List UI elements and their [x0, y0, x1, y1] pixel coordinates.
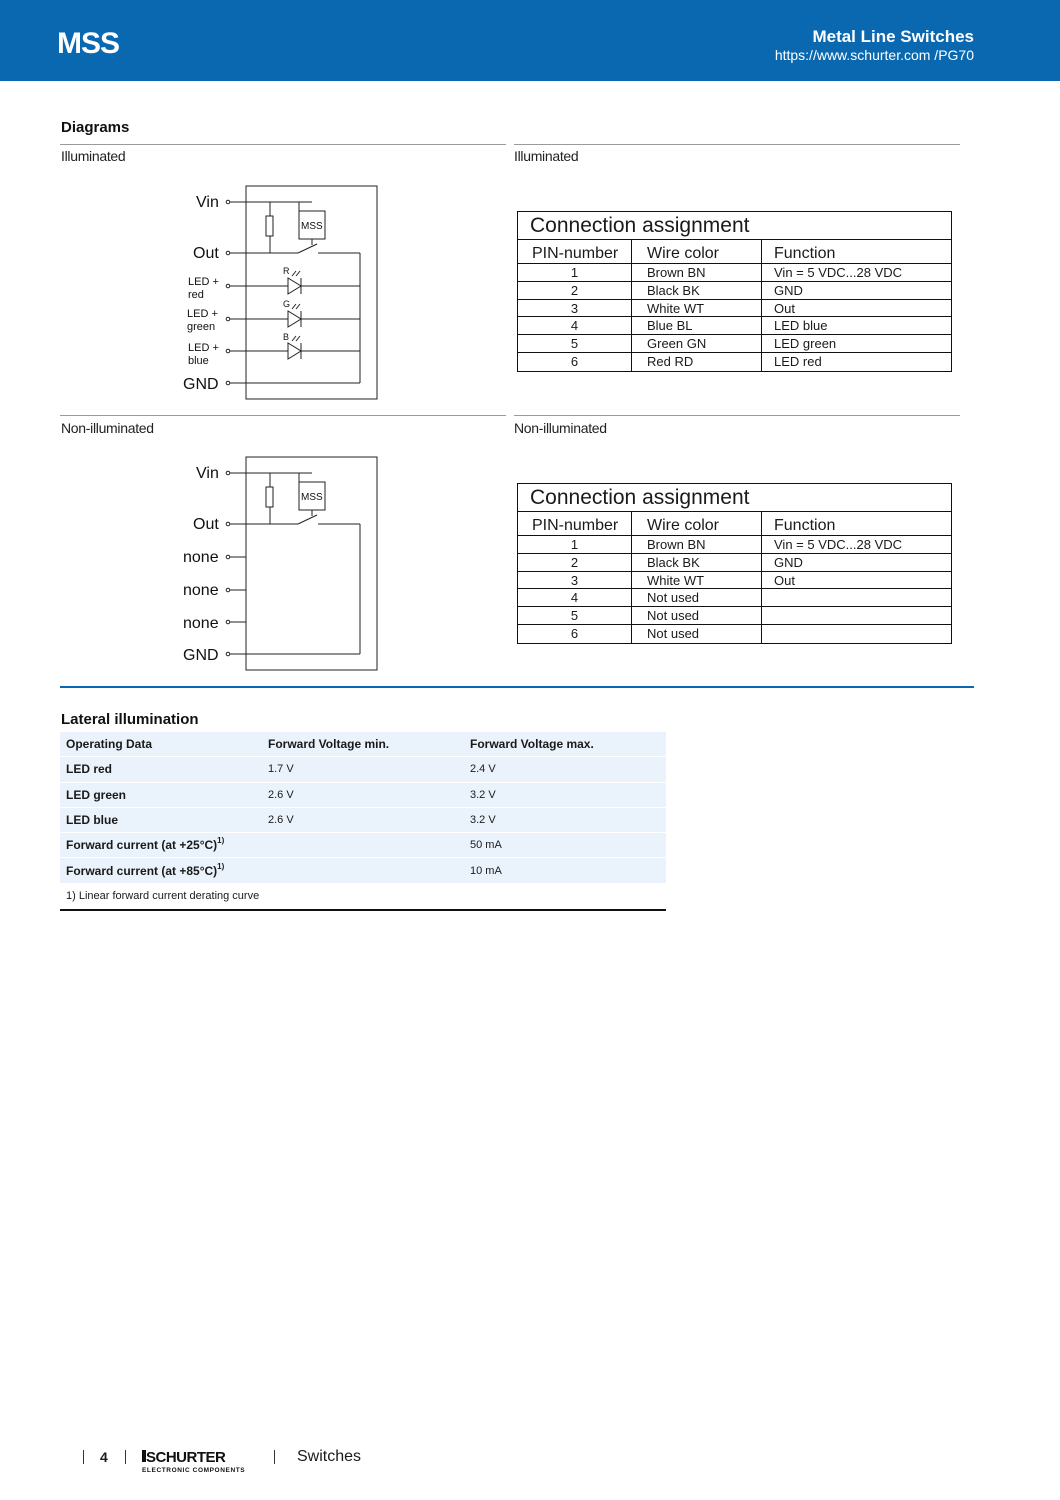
footnote-mark: 1) [217, 836, 225, 846]
schurter-logo [142, 1448, 262, 1474]
table-row [518, 300, 951, 318]
table-cell: Brown BN [632, 264, 762, 281]
terminal-label: blue [188, 355, 209, 367]
led-letter: B [283, 332, 290, 342]
header-cell: Forward Voltage max. [470, 737, 594, 752]
table-row [518, 572, 951, 590]
table-cell [60, 838, 262, 852]
table-cell: 5 [518, 607, 632, 624]
table-cell: Not used [632, 589, 762, 606]
table-header-row [518, 240, 951, 264]
header-cell: PIN-number [518, 512, 632, 535]
page-footer [0, 1440, 1060, 1480]
row-label: Forward current (at +85°C) [66, 863, 218, 878]
terminal-label: LED + [188, 276, 219, 288]
table-cell: Green GN [632, 335, 762, 352]
table-row [518, 264, 951, 282]
table-row [518, 282, 951, 300]
divider [60, 415, 506, 416]
table-cell: 2.6 V [268, 814, 294, 827]
section-divider [60, 686, 974, 688]
table-cell: 2.4 V [470, 763, 496, 776]
header-cell: Wire color [632, 512, 762, 535]
table-cell: GND [774, 554, 803, 570]
block-label: MSS [301, 221, 323, 232]
page-header [0, 0, 1060, 81]
table-cell: Black BK [632, 282, 762, 299]
header-cell: PIN-number [518, 240, 632, 263]
table-row [518, 536, 951, 554]
table-cell: Black BK [632, 554, 762, 571]
terminal-label: none [183, 549, 219, 566]
table-row [60, 757, 666, 782]
table-cell: 4 [518, 317, 632, 334]
schematic-illuminated [170, 180, 390, 405]
logo-text: SCHURTER [146, 1449, 226, 1466]
table-cell [60, 861, 262, 878]
page-number: 4 [100, 1449, 108, 1465]
table-cell: 6 [518, 353, 632, 371]
table-row [60, 783, 666, 808]
table-cell: Blue BL [632, 317, 762, 334]
table-row [518, 607, 951, 625]
header-url[interactable]: https://www.schurter.com /PG70 [774, 47, 974, 63]
block-label: MSS [301, 492, 323, 503]
table-cell: White WT [632, 300, 762, 317]
header-cell: Forward Voltage min. [268, 737, 390, 752]
table-row [518, 317, 951, 335]
table-cell: LED blue [774, 318, 828, 334]
header-title: Metal Line Switches [812, 27, 974, 46]
table-header-row [60, 732, 666, 757]
table-cell [762, 589, 951, 606]
terminal-label: GND [183, 647, 219, 664]
terminal-label: none [183, 615, 219, 632]
terminal-label: Vin [196, 465, 219, 482]
divider [83, 1450, 84, 1464]
terminal-label: LED + [187, 308, 218, 320]
label-non-illuminated-right: Non-illuminated [514, 420, 607, 436]
table-row [60, 833, 666, 858]
table-header-row [518, 512, 951, 536]
label-illuminated-left: Illuminated [61, 148, 126, 164]
table-row [518, 554, 951, 572]
section-title-diagrams: Diagrams [61, 119, 130, 136]
row-label: Forward current (at +25°C) [66, 838, 218, 853]
table-cell: 2 [518, 282, 632, 299]
table-cell: 1.7 V [268, 763, 294, 776]
table-cell: 50 mA [470, 839, 502, 852]
terminal-label: Out [193, 516, 219, 533]
table-cell: Out [774, 572, 795, 588]
table-cell: 6 [518, 625, 632, 643]
table-cell: 1 [518, 536, 632, 553]
terminal-label: green [187, 321, 216, 333]
logo-subtext: ELECTRONIC COMPONENTS [142, 1467, 246, 1474]
header-cell: Function [774, 245, 836, 262]
divider [60, 144, 506, 145]
table-cell: Out [774, 300, 795, 316]
table-row [518, 625, 951, 643]
terminal-label: Vin [196, 194, 219, 211]
table-cell: Vin = 5 VDC...28 VDC [774, 537, 903, 552]
label-illuminated-right: Illuminated [514, 148, 579, 164]
table-cell: 2.6 V [268, 788, 294, 801]
table-cell: Vin = 5 VDC...28 VDC [774, 265, 903, 280]
terminal-label: none [183, 582, 219, 599]
table-row [518, 353, 951, 371]
table-cell: LED green [774, 336, 837, 352]
table-cell: 3 [518, 300, 632, 317]
table-cell: Not used [632, 607, 762, 624]
led-letter: G [283, 299, 291, 309]
table-cell: LED red [66, 762, 113, 777]
divider [125, 1450, 126, 1464]
terminal-label: red [188, 289, 204, 301]
product-code: MSS [57, 27, 120, 60]
section-title-lateral: Lateral illumination [61, 711, 199, 728]
table-cell: 5 [518, 335, 632, 352]
terminal-label: GND [183, 376, 219, 393]
table-cell: Brown BN [632, 536, 762, 553]
label-non-illuminated-left: Non-illuminated [61, 420, 154, 436]
table-row [518, 335, 951, 353]
table-cell: White WT [632, 572, 762, 589]
footnote-row [60, 884, 666, 909]
table-cell: Not used [632, 625, 762, 643]
table-cell: GND [774, 282, 803, 298]
table-row [518, 589, 951, 607]
schematic-non-illuminated [170, 451, 390, 676]
divider [514, 415, 960, 416]
table-cell: 2 [518, 554, 632, 571]
divider [274, 1450, 275, 1464]
table-cell [762, 607, 951, 624]
table-cell: LED blue [66, 813, 119, 828]
table-cell: LED red [774, 353, 822, 369]
header-cell: Function [774, 517, 836, 534]
led-letter: R [283, 266, 290, 276]
table-row [60, 858, 666, 883]
table-cell: 10 mA [470, 864, 502, 877]
footnote-mark: 1) [217, 861, 225, 871]
table-cell: 3.2 V [470, 788, 496, 801]
table-cell: 1 [518, 264, 632, 281]
connection-table-title: Connection assignment [518, 484, 951, 512]
lateral-illumination-table [60, 732, 666, 911]
table-cell [762, 625, 951, 643]
table-row [60, 808, 666, 833]
footer-section: Switches [297, 1448, 362, 1465]
table-cell: 3.2 V [470, 814, 496, 827]
terminal-label: LED + [188, 342, 219, 354]
terminal-label: Out [193, 245, 219, 262]
header-cell: Operating Data [66, 737, 153, 752]
divider [514, 144, 960, 145]
table-cell: 3 [518, 572, 632, 589]
table-cell: Red RD [632, 353, 762, 371]
connection-table-title: Connection assignment [518, 212, 951, 240]
table-cell: 4 [518, 589, 632, 606]
footnote: 1) Linear forward current derating curve [66, 889, 260, 902]
table-cell: LED green [66, 787, 127, 802]
header-cell: Wire color [632, 240, 762, 263]
connection-table-non-illuminated [517, 483, 952, 644]
connection-table-illuminated [517, 211, 952, 372]
